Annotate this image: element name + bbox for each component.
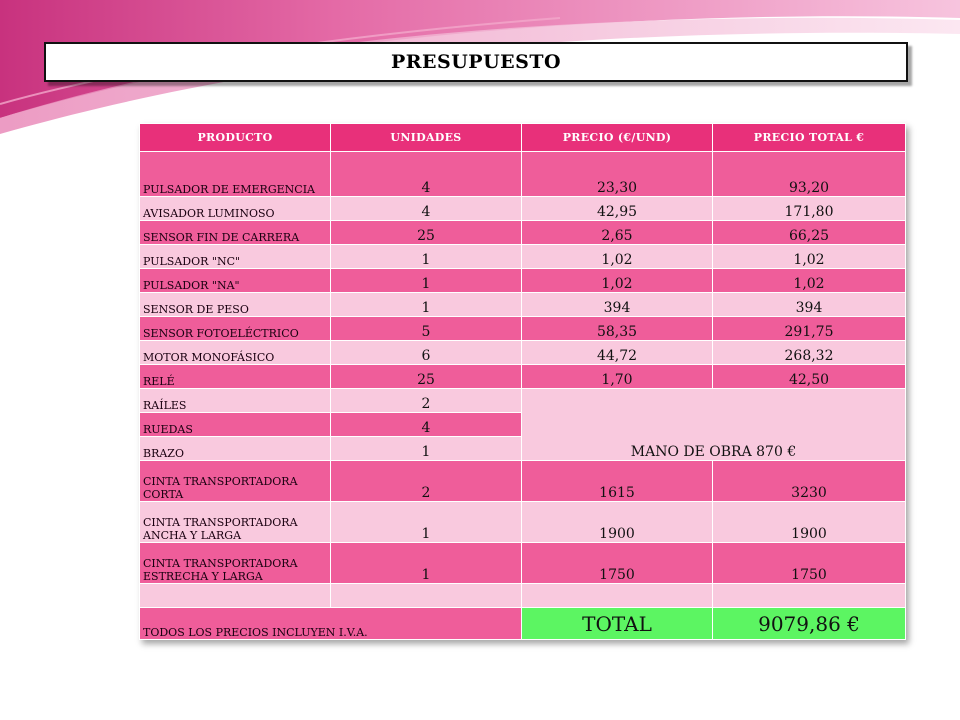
empty-cell bbox=[140, 584, 331, 608]
table-row bbox=[140, 365, 906, 389]
product-cell: SENSOR FIN DE CARRERA bbox=[140, 221, 331, 245]
header-precio-total: PRECIO TOTAL € bbox=[713, 124, 906, 152]
labor-note: MANO DE OBRA 870 € bbox=[522, 389, 906, 461]
total-price-cell: 1,02 bbox=[713, 269, 906, 293]
header-precio-unidad: PRECIO (€/UND) bbox=[522, 124, 713, 152]
unit-price-cell: 1,70 bbox=[522, 365, 713, 389]
unit-price-cell: 1750 bbox=[522, 543, 713, 584]
total-price-cell: 93,20 bbox=[713, 152, 906, 197]
units-cell: 4 bbox=[331, 413, 522, 437]
total-price-cell: 3230 bbox=[713, 461, 906, 502]
product-cell: RELÉ bbox=[140, 365, 331, 389]
empty-cell bbox=[713, 584, 906, 608]
unit-price-cell: 44,72 bbox=[522, 341, 713, 365]
total-price-cell: 1900 bbox=[713, 502, 906, 543]
unit-price-cell: 2,65 bbox=[522, 221, 713, 245]
table-header-row bbox=[140, 124, 906, 152]
units-cell: 4 bbox=[331, 197, 522, 221]
product-cell: CINTA TRANSPORTADORA ANCHA Y LARGA bbox=[140, 502, 331, 543]
units-cell: 1 bbox=[331, 293, 522, 317]
units-cell: 4 bbox=[331, 152, 522, 197]
unit-price-cell: 58,35 bbox=[522, 317, 713, 341]
unit-price-cell: 42,95 bbox=[522, 197, 713, 221]
vat-note: TODOS LOS PRECIOS INCLUYEN I.V.A. bbox=[140, 608, 522, 640]
unit-price-cell: 1,02 bbox=[522, 269, 713, 293]
table-row bbox=[140, 543, 906, 584]
total-price-cell: 1,02 bbox=[713, 245, 906, 269]
product-cell: CINTA TRANSPORTADORA ESTRECHA Y LARGA bbox=[140, 543, 331, 584]
units-cell: 2 bbox=[331, 389, 522, 413]
product-cell: MOTOR MONOFÁSICO bbox=[140, 341, 331, 365]
header-unidades: UNIDADES bbox=[331, 124, 522, 152]
table-row bbox=[140, 293, 906, 317]
units-cell: 5 bbox=[331, 317, 522, 341]
units-cell: 6 bbox=[331, 341, 522, 365]
product-cell: PULSADOR "NC" bbox=[140, 245, 331, 269]
total-price-cell: 268,32 bbox=[713, 341, 906, 365]
table-row bbox=[140, 502, 906, 543]
header-producto: PRODUCTO bbox=[140, 124, 331, 152]
total-price-cell: 291,75 bbox=[713, 317, 906, 341]
total-label: TOTAL bbox=[522, 608, 713, 640]
total-price-cell: 394 bbox=[713, 293, 906, 317]
table-row bbox=[140, 197, 906, 221]
unit-price-cell: 1615 bbox=[522, 461, 713, 502]
units-cell: 25 bbox=[331, 365, 522, 389]
total-price-cell: 42,50 bbox=[713, 365, 906, 389]
units-cell: 1 bbox=[331, 269, 522, 293]
units-cell: 2 bbox=[331, 461, 522, 502]
page-title: PRESUPUESTO bbox=[44, 42, 908, 82]
product-cell: BRAZO bbox=[140, 437, 331, 461]
product-cell: CINTA TRANSPORTADORA CORTA bbox=[140, 461, 331, 502]
table-row bbox=[140, 245, 906, 269]
table-row bbox=[140, 221, 906, 245]
product-cell: PULSADOR "NA" bbox=[140, 269, 331, 293]
table-row bbox=[140, 389, 906, 413]
table-footer-row bbox=[140, 608, 906, 640]
empty-cell bbox=[522, 584, 713, 608]
units-cell: 1 bbox=[331, 543, 522, 584]
total-value: 9079,86 € bbox=[713, 608, 906, 640]
units-cell: 1 bbox=[331, 502, 522, 543]
table-row bbox=[140, 341, 906, 365]
table-row bbox=[140, 317, 906, 341]
table-row-empty bbox=[140, 584, 906, 608]
product-cell: RUEDAS bbox=[140, 413, 331, 437]
table-row bbox=[140, 461, 906, 502]
units-cell: 25 bbox=[331, 221, 522, 245]
units-cell: 1 bbox=[331, 245, 522, 269]
total-price-cell: 66,25 bbox=[713, 221, 906, 245]
total-price-cell: 1750 bbox=[713, 543, 906, 584]
budget-table bbox=[139, 123, 906, 640]
product-cell: RAÍLES bbox=[140, 389, 331, 413]
empty-cell bbox=[331, 584, 522, 608]
unit-price-cell: 1900 bbox=[522, 502, 713, 543]
unit-price-cell: 394 bbox=[522, 293, 713, 317]
product-cell: SENSOR FOTOELÉCTRICO bbox=[140, 317, 331, 341]
unit-price-cell: 23,30 bbox=[522, 152, 713, 197]
total-price-cell: 171,80 bbox=[713, 197, 906, 221]
table-row bbox=[140, 269, 906, 293]
table-row bbox=[140, 152, 906, 197]
product-cell: AVISADOR LUMINOSO bbox=[140, 197, 331, 221]
product-cell: PULSADOR DE EMERGENCIA bbox=[140, 152, 331, 197]
unit-price-cell: 1,02 bbox=[522, 245, 713, 269]
product-cell: SENSOR DE PESO bbox=[140, 293, 331, 317]
units-cell: 1 bbox=[331, 437, 522, 461]
